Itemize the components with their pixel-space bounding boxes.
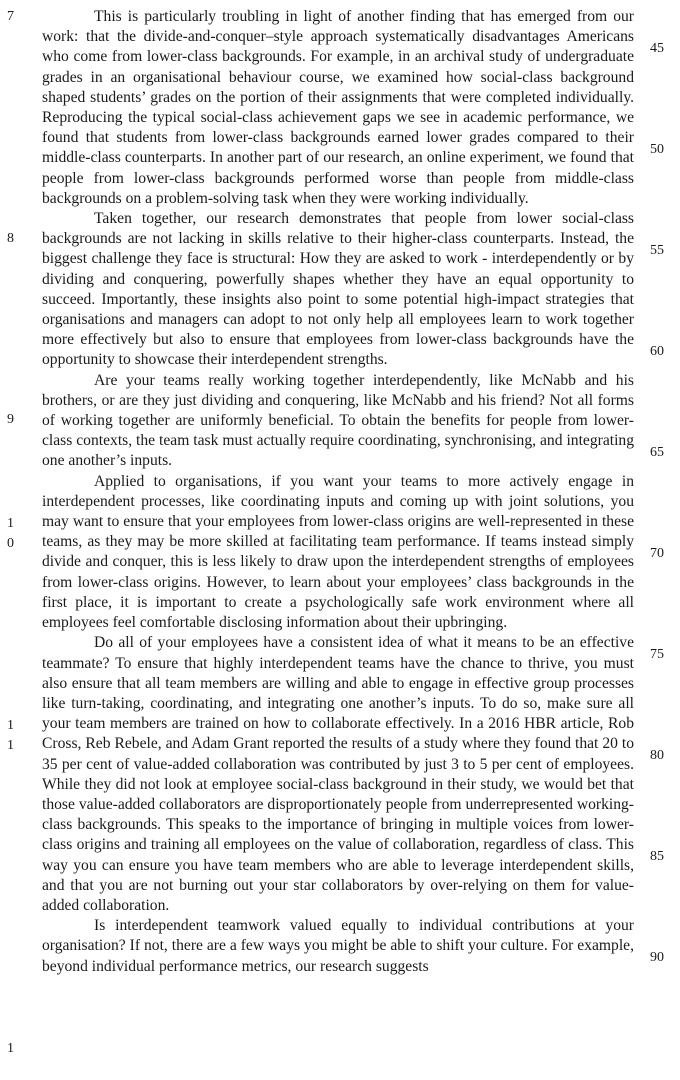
line-number: 50 <box>650 142 664 157</box>
paragraph: Is interdependent teamwork valued equally to individual contributions at your organisation? If not, there are a few ways you might be able to shift your culture. For example, beyond individual performance metrics, our research suggests <box>42 917 634 975</box>
line-number: 55 <box>650 243 664 258</box>
paragraph-number: 8 <box>7 231 14 246</box>
line-number: 75 <box>650 647 664 662</box>
paragraph-number: 1 <box>7 1041 14 1056</box>
paragraph: This is particularly troubling in light of another finding that has emerged from our work: that the divide-and-conquer–style approach systematically disadvantages Americans who come from lower-class backgrounds. For example, in an archival study of undergraduate grades in an organisational behaviour course, we examined how social-class background shaped students’ grades on the portion of their assignments that were completed individually. Reproducing the typical social-class achievement gaps we see in academic performance, we found that students from lower-class backgrounds earned lower grades compared to their middle-class counterparts. In another part of our research, an online experiment, we found that people from lower-class backgrounds performed worse than people from middle-class backgrounds on a problem-solving task when they were working individually. <box>42 8 634 207</box>
paragraph-number: 10 <box>7 516 14 551</box>
line-number: 80 <box>650 748 664 763</box>
line-number: 60 <box>650 344 664 359</box>
line-number: 90 <box>650 950 664 965</box>
line-number: 85 <box>650 849 664 864</box>
paragraph: Applied to organisations, if you want your teams to more actively engage in interdependent processes, like coordinating inputs and coming up with joint solutions, you may want to ensure that your employees from lower-class origins are well-represented in these teams, as they may be more skilled at facilitating team performance. If teams instead simply divide and conquer, this is less likely to draw upon the interdependent strengths of employees from lower-class origins. However, to learn about your employees’ class backgrounds in the first place, it is important to create a psychologically safe work environment where all employees feel comfortable disclosing information about their upbringing. <box>42 472 634 632</box>
line-number: 45 <box>650 41 664 56</box>
paragraph: Are your teams really working together interdependently, like McNabb and his brothers, or are they just dividing and conquering, like McNabb and his friend? Not all forms of working together are uniformly beneficial. To obtain the benefits for people from lower-class contexts, the team task must actually require coordinating, synchronising, and integrating one another’s inputs. <box>42 371 634 470</box>
line-number: 65 <box>650 445 664 460</box>
paragraph-number: 11 <box>7 718 14 753</box>
paragraph: Do all of your employees have a consistent idea of what it means to be an effective teammate? To ensure that highly interdependent teams have the chance to thrive, you must also ensure that all team members are willing and able to engage in effective group processes like turn-taking, coordinating, and integrating one another’s inputs. To do so, make sure all your team members are trained on how to collaborate effectively. In a 2016 HBR article, Rob Cross, Reb Rebele, and Adam Grant reported the results of a study where they found that 20 to 35 per cent of value-added collaboration was contributed by just 3 to 5 per cent of employees. While they did not look at employee social-class background in their study, we would bet that those value-added collaborators are disproportionately people from underrepresented working-class backgrounds. This speaks to the importance of bringing in multiple voices from lower-class origins and training all employees on the value of collaboration, regardless of class. This way you can ensure you have team members who are able to leverage interdependent skills, and that you are not burning out your star collaborators by over-relying on them for value-added collaboration. <box>42 634 634 914</box>
paragraph-number: 9 <box>7 412 14 427</box>
line-number: 70 <box>650 546 664 561</box>
paragraph: Taken together, our research demonstrates that people from lower social-class backgrounds are not lacking in skills relative to their higher-class counterparts. Instead, the biggest challenge they face is structural: How they are asked to work - interdependently or by dividing and conquering, powerfully shapes whether they have an equal opportunity to succeed. Importantly, these insights also point to some potential high-impact strategies that organisations and managers can adopt to not only help all employees learn to work together more effectively but also to ensure that employees from lower-class backgrounds have the opportunity to showcase their interdependent strengths. <box>42 210 634 369</box>
paragraph-number: 7 <box>7 9 14 24</box>
body-text <box>42 7 634 977</box>
